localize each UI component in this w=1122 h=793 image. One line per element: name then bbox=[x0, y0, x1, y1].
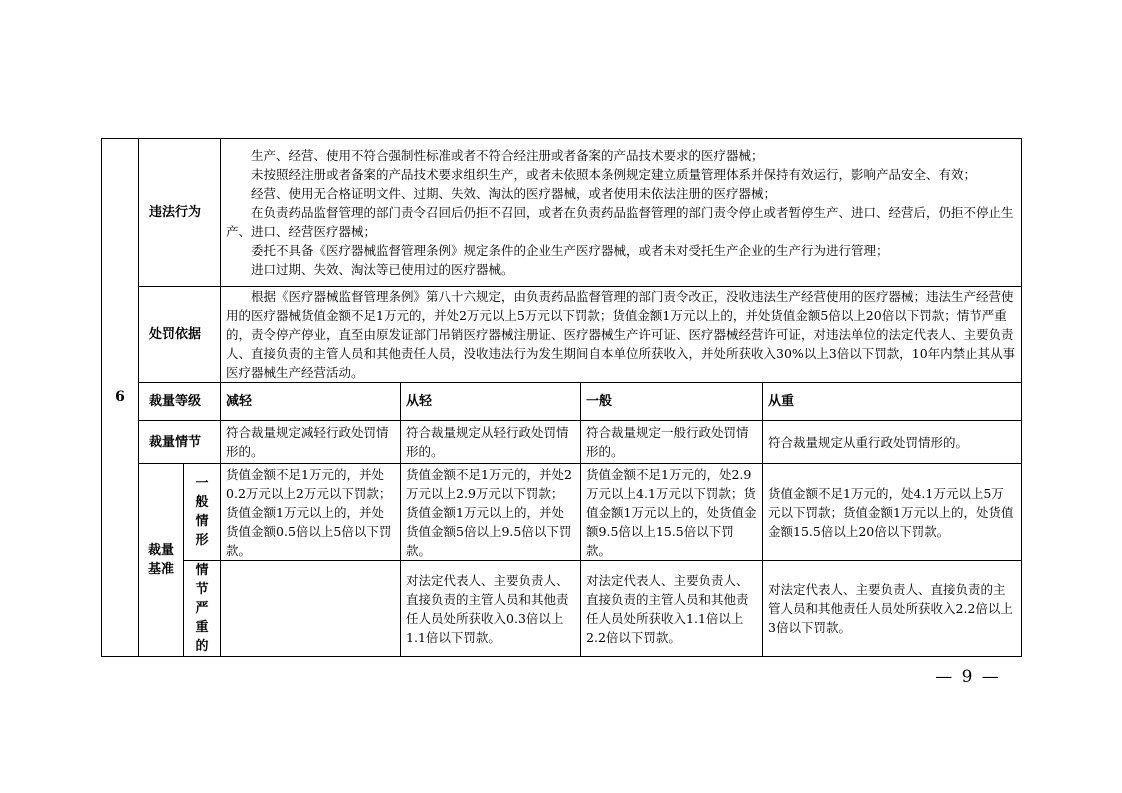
general-circumstance-row bbox=[102, 464, 1022, 561]
level-general: 一般 bbox=[581, 383, 763, 421]
discretion-basis-label: 裁量基准 bbox=[139, 464, 184, 657]
row-number: 6 bbox=[102, 139, 139, 657]
penalty-basis-row bbox=[102, 287, 1022, 383]
violation-label: 违法行为 bbox=[139, 139, 221, 287]
discretion-circumstance-label: 裁量情节 bbox=[139, 421, 221, 464]
serious-circumstance-row bbox=[102, 561, 1022, 657]
circumstance-severe: 符合裁量规定从重行政处罚情形的。 bbox=[763, 421, 1022, 464]
serious-mitigated bbox=[221, 561, 401, 657]
serious-general: 对法定代表人、主要负责人、直接负责的主管人员和其他责任人员处所获收入1.1倍以上2.2倍以下罚款。 bbox=[581, 561, 763, 657]
level-lenient: 从轻 bbox=[401, 383, 581, 421]
general-general: 货值金额不足1万元的，处2.9万元以上4.1万元以下罚款；货值金额1万元以上的，处货值金额9.5倍以上15.5倍以下罚款。 bbox=[581, 464, 763, 561]
circumstance-lenient: 符合裁量规定从轻行政处罚情形的。 bbox=[401, 421, 581, 464]
serious-circumstance-label: 情节严重的 bbox=[184, 561, 221, 657]
general-circumstance-label: 一般情形 bbox=[184, 464, 221, 561]
general-lenient: 货值金额不足1万元的，并处2万元以上2.9万元以下罚款；货值金额1万元以上的，并处货值金额5倍以上9.5倍以下罚款。 bbox=[401, 464, 581, 561]
violation-line: 委托不具备《医疗器械监督管理条例》规定条件的企业生产医疗器械，或者未对受托生产企业的生产行为进行管理； bbox=[251, 243, 889, 258]
penalty-table bbox=[101, 138, 1022, 657]
violation-text bbox=[221, 139, 1022, 287]
discretion-circumstance-row bbox=[102, 421, 1022, 464]
penalty-basis-text bbox=[221, 287, 1022, 383]
circumstance-general: 符合裁量规定一般行政处罚情形的。 bbox=[581, 421, 763, 464]
serious-lenient: 对法定代表人、主要负责人、直接负责的主管人员和其他责任人员处所获收入0.3倍以上1.1倍以下罚款。 bbox=[401, 561, 581, 657]
violation-line: 在负责药品监督管理的部门责令召回后仍拒不召回，或者在负责药品监督管理的部门责令停止或者暂停生产、进口、经营后，仍拒不停止生产、进口、经营医疗器械； bbox=[226, 205, 1014, 239]
violation-line: 经营、使用无合格证明文件、过期、失效、淘汰的医疗器械，或者使用未依法注册的医疗器械； bbox=[251, 186, 777, 201]
penalty-basis-label: 处罚依据 bbox=[139, 287, 221, 383]
serious-severe: 对法定代表人、主要负责人、直接负责的主管人员和其他责任人员处所获收入2.2倍以上3倍以下罚款。 bbox=[763, 561, 1022, 657]
violation-line: 生产、经营、使用不符合强制性标准或者不符合经注册或者备案的产品技术要求的医疗器械； bbox=[251, 148, 764, 163]
violation-row bbox=[102, 139, 1022, 287]
general-severe: 货值金额不足1万元的，处4.1万元以上5万元以下罚款；货值金额1万元以上的，处货值金额15.5倍以上20倍以下罚款。 bbox=[763, 464, 1022, 561]
level-mitigated: 减轻 bbox=[221, 383, 401, 421]
level-severe: 从重 bbox=[763, 383, 1022, 421]
general-mitigated: 货值金额不足1万元的，并处0.2万元以上2万元以下罚款；货值金额1万元以上的，并处货值金额0.5倍以上5倍以下罚款。 bbox=[221, 464, 401, 561]
violation-line: 进口过期、失效、淘汰等已使用过的医疗器械。 bbox=[251, 262, 514, 277]
discretion-level-row bbox=[102, 383, 1022, 421]
penalty-basis-paragraph: 根据《医疗器械监督管理条例》第八十六规定，由负责药品监督管理的部门责令改正，没收违法生产经营使用的医疗器械；违法生产经营使用的医疗器械货值金额不足1万元的，并处2万元以上5万元以下罚款；货值金额1万元以上的，并处货值金额5倍以上20倍以下罚款；情节严重的，责令停产停业，直至由原发证部门吊销医疗器械注册证、医疗器械生产许可证、医疗器械经营许可证，对违法单位的法定代表人、主要负责人、直接负责的主管人员和其他责任人员，没收违法行为发生期间自本单位所获收入，并处所获收入30%以上3倍以下罚款，10年内禁止其从事医疗器械生产经营活动。 bbox=[226, 289, 1016, 380]
violation-line: 未按照经注册或者备案的产品技术要求组织生产，或者未依照本条例规定建立质量管理体系并保持有效运行，影响产品安全、有效； bbox=[251, 167, 977, 182]
circumstance-mitigated: 符合裁量规定减轻行政处罚情形的。 bbox=[221, 421, 401, 464]
page-number: — 9 — bbox=[935, 667, 1001, 687]
discretion-level-label: 裁量等级 bbox=[139, 383, 221, 421]
